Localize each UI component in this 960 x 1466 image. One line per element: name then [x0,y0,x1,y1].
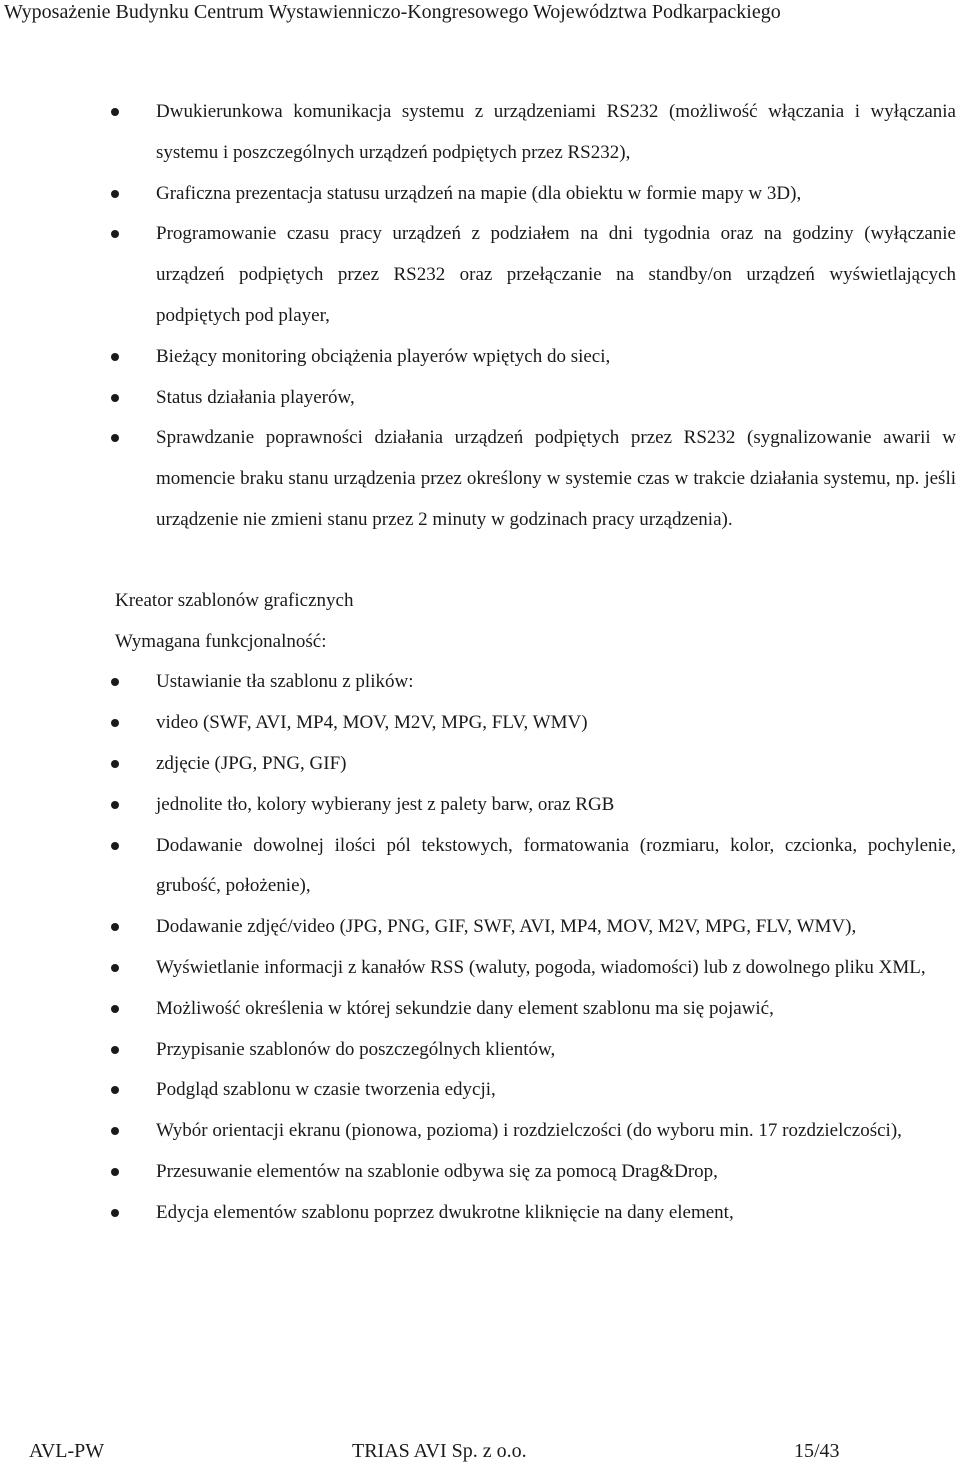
bullet-icon [111,434,119,442]
list-item-text: Wyświetlanie informacji z kanałów RSS (waluty, pogoda, wiadomości) lub z dowolnego pliku XML, [156,956,926,978]
page-footer [0,1436,960,1466]
list-item [0,989,960,1030]
list-item-text: Sprawdzanie poprawności działania urządzeń podpiętych przez RS232 (sygnalizowanie awarii w momencie braku stanu urządzenia przez określony w systemie czas w trakcie działania systemu, np. jeśli urządzenie nie zmieni stanu przez 2 minuty w godzinach pracy urządzenia). [156,427,956,530]
bullet-icon [111,1168,119,1176]
page-header [0,0,960,28]
list-item-text: video (SWF, AVI, MP4, MOV, M2V, MPG, FLV, WMV) [156,712,588,734]
list-item [0,337,960,378]
list-item [0,1193,960,1234]
list-item [0,826,960,908]
list-item-text: jednolite tło, kolory wybierany jest z palety barw, oraz RGB [156,793,615,815]
section-spacer [0,541,960,581]
section-subtitle: Wymagana funkcjonalność: [115,630,327,652]
list-item [0,948,960,989]
list-item-text: Bieżący monitoring obciążenia playerów wpiętych do sieci, [156,345,611,367]
list-item [0,92,960,174]
list-item-text: Ustawianie tła szablonu z plików: [156,671,414,693]
list-item [0,662,960,703]
requirements-list-1 [0,92,960,541]
list-item-text: Możliwość określenia w której sekundzie dany element szablonu ma się pojawić, [156,997,774,1019]
list-item-text: Przesuwanie elementów na szablonie odbywa się za pomocą Drag&Drop, [156,1160,718,1182]
page-body [0,92,960,1234]
list-item-text: Programowanie czasu pracy urządzeń z podziałem na dni tygodnia oraz na godziny (wyłączanie urządzeń podpiętych przez RS232 oraz przełączanie na standby/on urządzeń wyświetlających podpiętych pod player, [156,223,956,326]
bullet-icon [111,1127,119,1135]
list-item [0,1030,960,1071]
bullet-icon [111,230,119,238]
list-item-text: Wybór orientacji ekranu (pionowa, pozioma) i rozdzielczości (do wyboru min. 17 rozdzielczości), [156,1120,902,1142]
list-item [0,1111,960,1152]
list-item-text: Dwukierunkowa komunikacja systemu z urządzeniami RS232 (możliwość włączania i wyłączania systemu i poszczególnych urządzeń podpiętych przez RS232), [156,101,956,163]
list-item-text: Graficzna prezentacja statusu urządzeń na mapie (dla obiektu w formie mapy w 3D), [156,182,802,204]
footer-document-code: AVL-PW [29,1440,105,1462]
bullet-icon [111,1046,119,1054]
bullet-icon [111,801,119,809]
list-item [0,907,960,948]
bullet-icon [111,190,119,198]
list-item [0,1152,960,1193]
list-item [0,174,960,215]
document-title: Wyposażenie Budynku Centrum Wystawienniczo-Kongresowego Województwa Podkarpackiego [4,1,781,23]
bullet-icon [111,760,119,768]
list-item [0,744,960,785]
list-item [0,418,960,540]
bullet-icon [111,1005,119,1013]
bullet-icon [111,1086,119,1094]
bullet-icon [111,964,119,972]
list-item-text: Edycja elementów szablonu poprzez dwukrotne kliknięcie na dany element, [156,1201,734,1223]
bullet-icon [111,678,119,686]
list-item-text: Dodawanie zdjęć/video (JPG, PNG, GIF, SWF, AVI, MP4, MOV, M2V, MPG, FLV, WMV), [156,916,857,938]
list-item [0,378,960,419]
list-item [0,785,960,826]
list-item-text: Przypisanie szablonów do poszczególnych klientów, [156,1038,556,1060]
list-item [0,1070,960,1111]
bullet-icon [111,394,119,402]
bullet-icon [111,842,119,850]
list-item [0,214,960,336]
section-title: Kreator szablonów graficznych [115,589,354,611]
bullet-icon [111,108,119,116]
list-item-text: Status działania playerów, [156,386,355,408]
requirements-list-2 [0,662,960,1233]
list-item-text: zdjęcie (JPG, PNG, GIF) [156,752,347,774]
footer-page-number: 15/43 [794,1440,840,1462]
bullet-icon [111,923,119,931]
list-item-text: Dodawanie dowolnej ilości pól tekstowych, formatowania (rozmiaru, kolor, czcionka, pochylenie, grubość, położenie), [156,834,956,897]
list-item [0,703,960,744]
bullet-icon [111,353,119,361]
list-item-text: Podgląd szablonu w czasie tworzenia edycji, [156,1079,496,1101]
footer-company-name: TRIAS AVI Sp. z o.o. [352,1440,527,1462]
bullet-icon [111,719,119,727]
bullet-icon [111,1209,119,1217]
